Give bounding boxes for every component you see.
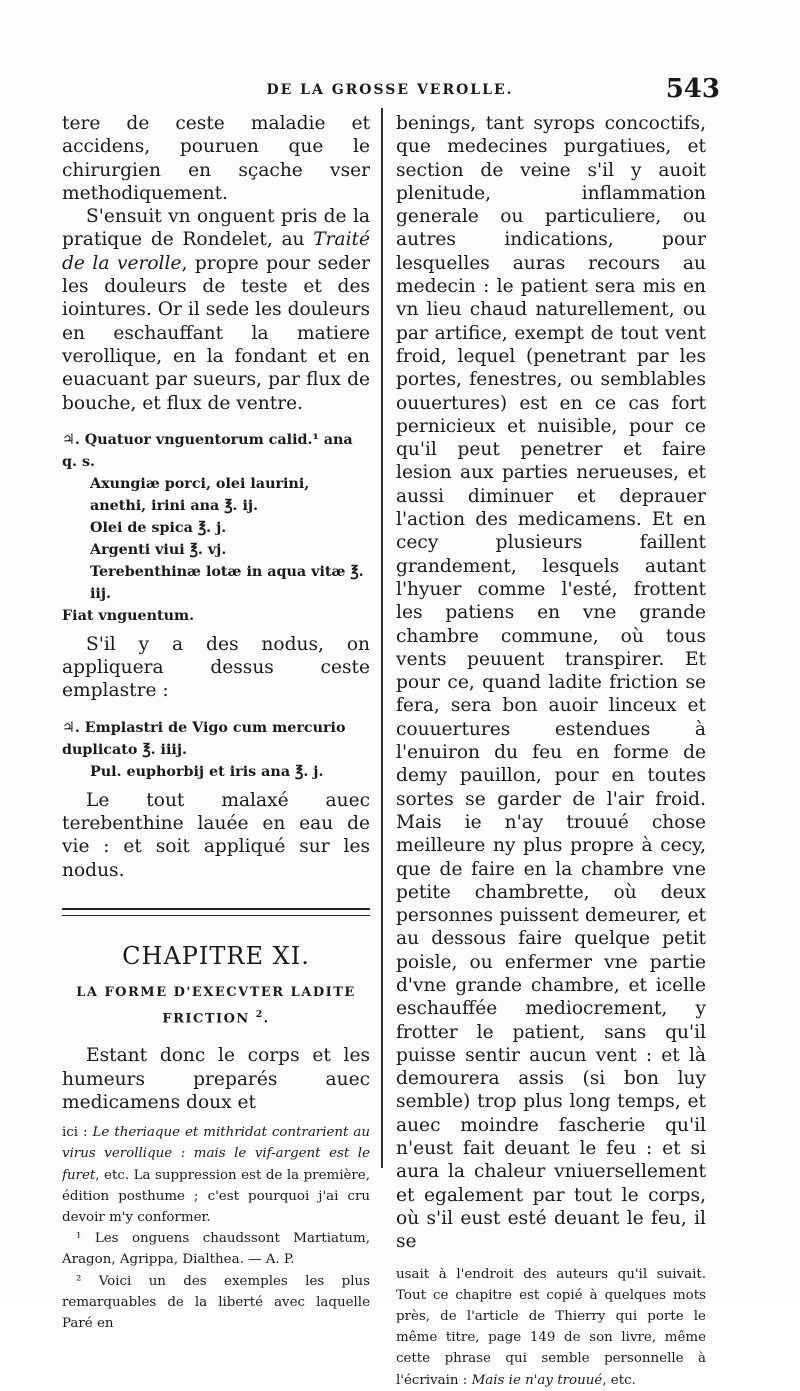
recipe-line: ♃. Emplastri de Vigo cum mercurio duplicato ℥. iiij.	[62, 719, 346, 758]
column-divider	[381, 108, 383, 1168]
recipe-ointment	[62, 429, 370, 627]
footnote-2-continued: usait à l'endroit des auteurs qu'il suivait. Tout ce chapitre est copié à quelques mots près, de l'article de Thierry qui porte le même titre, page 149 de son livre, même cette phrase qui semble personnelle à l'écrivain : Mais ie n'ay trouué, etc.	[396, 1266, 706, 1388]
recipe-line: Pul. euphorbij et iris ana ℥. j.	[90, 763, 324, 780]
recipe-line: ♃. Quatuor vnguentorum calid.¹ ana q. s.	[62, 431, 353, 470]
paragraph: tere de ceste maladie et accidens, pouruen que le chirurgien en sçache vser methodiquement.	[62, 113, 370, 204]
footnote-continued: ici : Le theriaque et mithridat contrarient au virus verollique : mais le vif-argent est le furet, etc. La suppression est de la première, édition posthume ; c'est pourquoi j'ai cru devoir m'y conformer.	[62, 1125, 370, 1225]
footnote-2: ² Voici un des exemples les plus remarquables de la liberté avec laquelle Paré en	[62, 1273, 370, 1331]
right-column	[396, 112, 706, 1391]
left-column	[62, 112, 370, 1334]
recipe-line: Terebenthinæ lotæ in aqua vitæ ℥. iij.	[90, 563, 364, 602]
book-title: Traité de la verolle	[62, 229, 370, 274]
footnote-1: ¹ Les onguens chaudssont Martiatum, Aragon, Agrippa, Dialthea. — A. P.	[62, 1231, 370, 1268]
paragraph-friction: benings, tant syrops concoctifs, que medecines purgatiues, et section de veine s'il y auoit plenitude, inflammation generale ou particuliere, ou autres indications, pour lesquelles auras recours au medecin : le patient sera mis en vn lieu chaud naturellement, ou par artifice, exempt de tout vent froid, lequel (penetrant par les portes, fenestres, ou semblables ouuertures) est en ce cas fort pernicieux et nuisible, pour ce qu'il peut penetrer et faire lesion aux parties nerueuses, et aussi diminuer et deprauer l'action des medicamens. Et en cecy plusieurs faillent grandement, lesquels autant l'hyuer comme l'esté, frottent les patiens en vne grande chambre commune, où tous vents peuuent transpirer. Et pour ce, quand ladite friction se fera, sera bon auoir linceux et couuertures estendues à l'enuiron du feu en forme de demy pauillon, pour en toutes sortes se garder de l'air froid. Mais ie n'ay trouué chose meilleure ny plus propre à cecy, que de faire en la chambre vne petite chambrette, où deux personnes puissent demeurer, et au dessous faire quelque petit poisle, ou enfermer vne partie d'vne grande chambre, et icelle eschauffée mediocrement, y frotter le patient, sans qu'il puisse sentir aucun vent : et là demourera assis (si bon luy semble) trop plus long temps, et auec moindre fascherie qu'il n'eust fait deuant le feu : et si aura la chaleur vniuersellement et egalement par tout le corps, où s'il eust esté deuant le feu, il se	[396, 113, 706, 1253]
paragraph-malaxe: Le tout malaxé auec terebenthine lauée en eau de vie : et soit appliqué sur les nodus.	[62, 789, 370, 881]
chapter-title: CHAPITRE XI.	[122, 941, 310, 970]
recipe-line: Olei de spica ℥. j.	[90, 519, 227, 536]
running-head	[60, 74, 720, 104]
paragraph-nodus: S'il y a des nodus, on appliquera dessus ceste emplastre :	[62, 633, 370, 702]
paragraph-estant: Estant donc le corps et les humeurs preparés auec medicamens doux et	[62, 1045, 370, 1113]
page-number: 543	[665, 74, 720, 104]
recipe-line: Axungiæ porci, olei laurini, anethi, irini ana ℥. ij.	[90, 475, 310, 514]
paragraph-rondelet: S'ensuit vn onguent pris de la pratique de Rondelet, au Traité de la verolle, propre pour seder les douleurs de teste et des iointures. Or il sede les douleurs en eschauffant la matiere verollique, en la fondant et en euacuant par sueurs, par flux de bouche, et flux de ventre.	[62, 206, 370, 414]
running-title: DE LA GROSSE VEROLLE.	[266, 82, 514, 98]
section-rule	[62, 908, 370, 916]
footnote-continued-right	[396, 1264, 706, 1391]
chapter-subtitle: LA FORME D'EXECVTER LADITE FRICTION $^2$.	[76, 984, 356, 1027]
recipe-plaster	[62, 717, 370, 783]
recipe-line: Argenti viui ℥. vj.	[90, 541, 227, 558]
recipe-line: Fiat vnguentum.	[62, 607, 195, 624]
footnote-ref: 2	[255, 1009, 264, 1020]
